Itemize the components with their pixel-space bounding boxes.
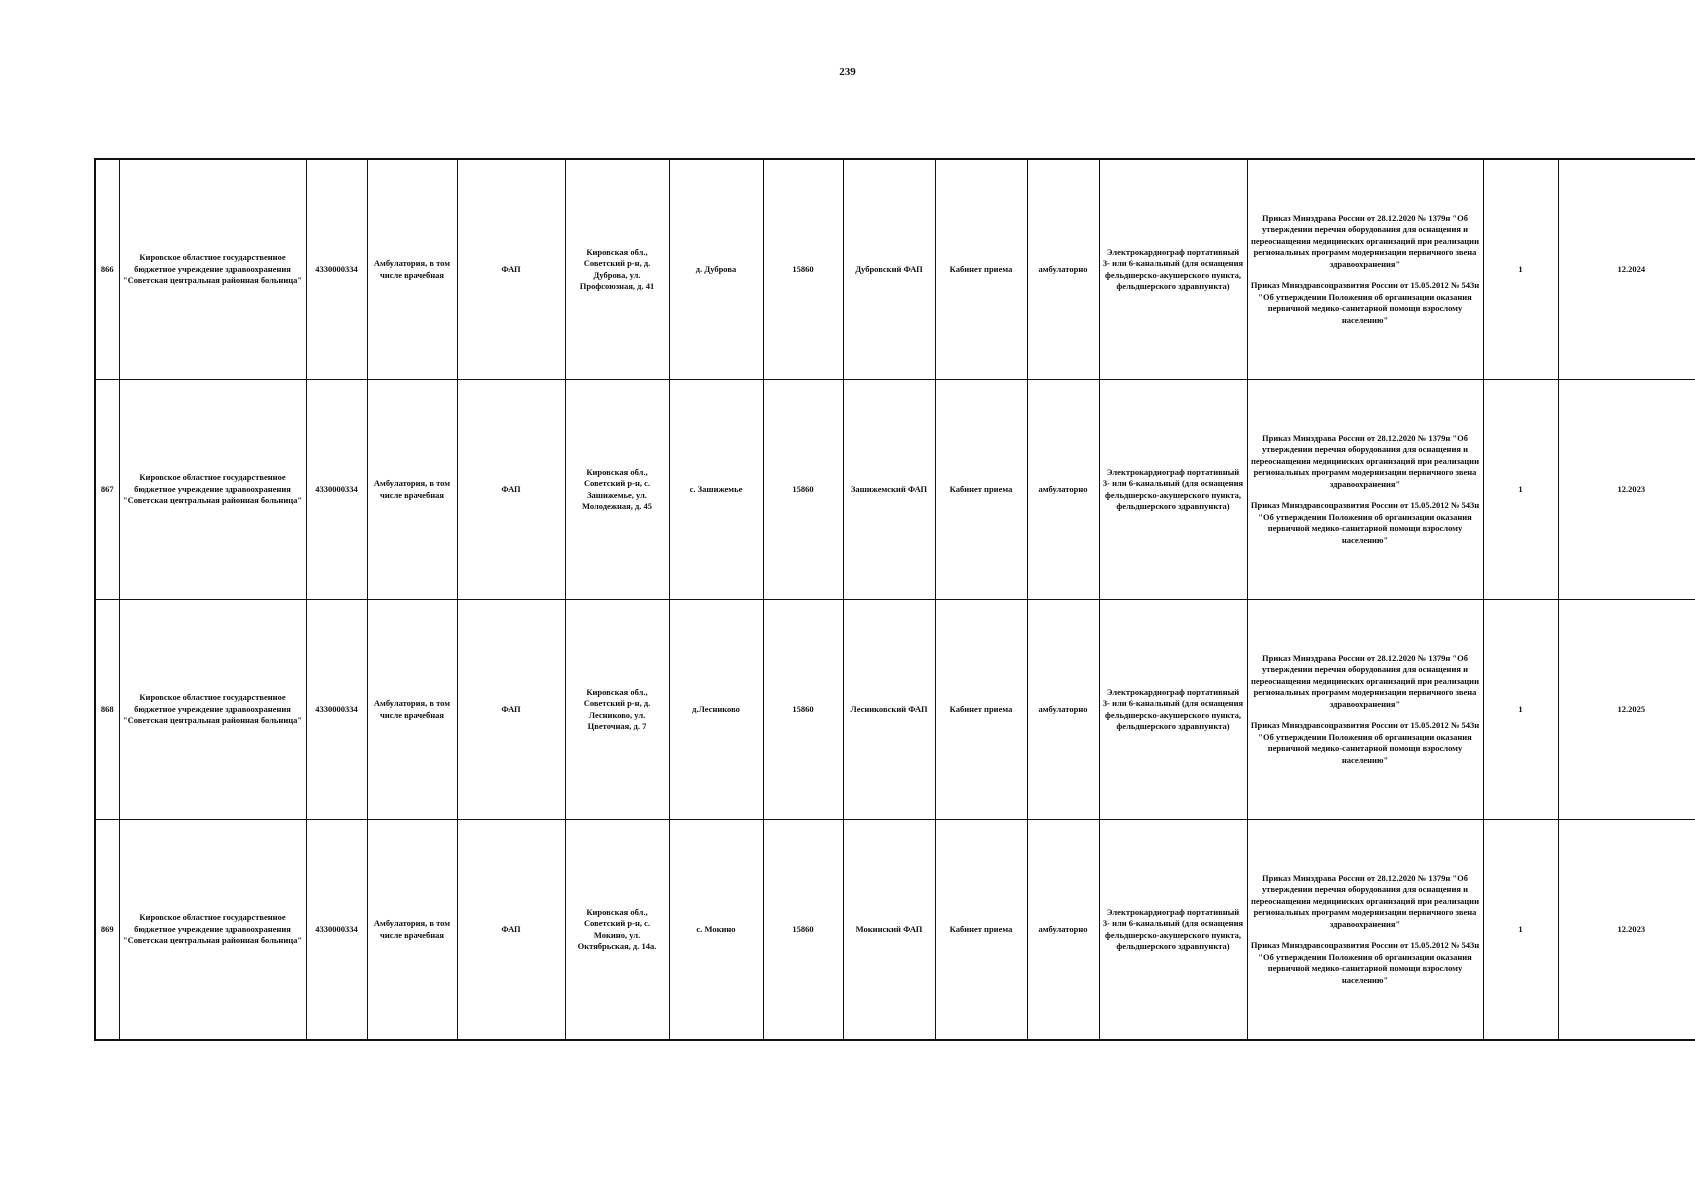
- inn: 4330000334: [306, 159, 367, 380]
- row-number: 868: [95, 600, 119, 820]
- unit-type: ФАП: [457, 380, 565, 600]
- legal-order-1: Приказ Минздрава России от 28.12.2020 № 1379н "Об утверждении перечня оборудования для оснащения и переоснащения медицинских организаций при реализации региональных программ модернизации первичного звена здравоохранения": [1251, 652, 1479, 709]
- address: Кировская обл., Советский р-н, д. Лесниково, ул. Цветочная, д. 7: [565, 600, 669, 820]
- care-form: амбулаторно: [1027, 600, 1099, 820]
- facility-type: Амбулатория, в том числе врачебная: [367, 600, 457, 820]
- unit-type: ФАП: [457, 600, 565, 820]
- row-number: 866: [95, 159, 119, 380]
- row-number: 867: [95, 380, 119, 600]
- inn: 4330000334: [306, 820, 367, 1041]
- unit-name: Зашижемский ФАП: [843, 380, 935, 600]
- page-number: 239: [839, 66, 856, 78]
- legal-order-1: Приказ Минздрава России от 28.12.2020 № 1379н "Об утверждении перечня оборудования для оснащения и переоснащения медицинских организаций при реализации региональных программ модернизации первичного звена здравоохранения": [1251, 432, 1479, 489]
- room: Кабинет приема: [935, 820, 1027, 1041]
- date: 12.2023: [1558, 380, 1695, 600]
- quantity: 1: [1483, 600, 1558, 820]
- equipment-registry-table: [94, 158, 1695, 1041]
- legal-basis: [1247, 380, 1483, 600]
- unit-name: Мокинский ФАП: [843, 820, 935, 1041]
- room: Кабинет приема: [935, 159, 1027, 380]
- row-number: 869: [95, 820, 119, 1041]
- equipment: Электрокардиограф портативный 3- или 6-канальный (для оснащения фельдшерско-акушерского пункта, фельдшерского здравпункта): [1099, 600, 1247, 820]
- unit-name: Дубровский ФАП: [843, 159, 935, 380]
- care-form: амбулаторно: [1027, 380, 1099, 600]
- settlement: с. Зашижемье: [669, 380, 763, 600]
- quantity: 1: [1483, 159, 1558, 380]
- legal-order-1: Приказ Минздрава России от 28.12.2020 № 1379н "Об утверждении перечня оборудования для оснащения и переоснащения медицинских организаций при реализации региональных программ модернизации первичного звена здравоохранения": [1251, 212, 1479, 269]
- unit-type: ФАП: [457, 159, 565, 380]
- organization-name: Кировское областное государственное бюджетное учреждение здравоохранения "Советская центральная районная больница": [119, 159, 306, 380]
- address: Кировская обл., Советский р-н, с. Мокино, ул. Октябрьская, д. 14а.: [565, 820, 669, 1041]
- inn: 4330000334: [306, 380, 367, 600]
- legal-basis: [1247, 159, 1483, 380]
- inn: 4330000334: [306, 600, 367, 820]
- organization-name: Кировское областное государственное бюджетное учреждение здравоохранения "Советская центральная районная больница": [119, 820, 306, 1041]
- organization-name: Кировское областное государственное бюджетное учреждение здравоохранения "Советская центральная районная больница": [119, 600, 306, 820]
- legal-order-2: Приказ Минздравсоцразвития России от 15.05.2012 № 543н "Об утверждении Положения об организации оказания первичной медико-санитарной помощи взрослому населению": [1250, 280, 1480, 325]
- room: Кабинет приема: [935, 600, 1027, 820]
- legal-basis: [1247, 820, 1483, 1041]
- unit-type: ФАП: [457, 820, 565, 1041]
- legal-order-2: Приказ Минздравсоцразвития России от 15.05.2012 № 543н "Об утверждении Положения об организации оказания первичной медико-санитарной помощи взрослому населению": [1250, 720, 1480, 765]
- room: Кабинет приема: [935, 380, 1027, 600]
- code: 15860: [763, 380, 843, 600]
- code: 15860: [763, 600, 843, 820]
- facility-type: Амбулатория, в том числе врачебная: [367, 380, 457, 600]
- equipment: Электрокардиограф портативный 3- или 6-канальный (для оснащения фельдшерско-акушерского пункта, фельдшерского здравпункта): [1099, 380, 1247, 600]
- address: Кировская обл., Советский р-н, д. Дуброва, ул. Профсоюзная, д. 41: [565, 159, 669, 380]
- facility-type: Амбулатория, в том числе врачебная: [367, 159, 457, 380]
- care-form: амбулаторно: [1027, 159, 1099, 380]
- care-form: амбулаторно: [1027, 820, 1099, 1041]
- quantity: 1: [1483, 820, 1558, 1041]
- organization-name: Кировское областное государственное бюджетное учреждение здравоохранения "Советская центральная районная больница": [119, 380, 306, 600]
- address: Кировская обл., Советский р-н, с. Зашижемье, ул. Молодежная, д. 45: [565, 380, 669, 600]
- table-row: [95, 159, 1695, 380]
- date: 12.2025: [1558, 600, 1695, 820]
- date: 12.2024: [1558, 159, 1695, 380]
- table-row: [95, 600, 1695, 820]
- code: 15860: [763, 820, 843, 1041]
- legal-basis: [1247, 600, 1483, 820]
- equipment: Электрокардиограф портативный 3- или 6-канальный (для оснащения фельдшерско-акушерского пункта, фельдшерского здравпункта): [1099, 159, 1247, 380]
- quantity: 1: [1483, 380, 1558, 600]
- table-row: [95, 380, 1695, 600]
- code: 15860: [763, 159, 843, 380]
- settlement: с. Мокино: [669, 820, 763, 1041]
- facility-type: Амбулатория, в том числе врачебная: [367, 820, 457, 1041]
- equipment: Электрокардиограф портативный 3- или 6-канальный (для оснащения фельдшерско-акушерского пункта, фельдшерского здравпункта): [1099, 820, 1247, 1041]
- legal-order-2: Приказ Минздравсоцразвития России от 15.05.2012 № 543н "Об утверждении Положения об организации оказания первичной медико-санитарной помощи взрослому населению": [1250, 500, 1480, 545]
- date: 12.2023: [1558, 820, 1695, 1041]
- settlement: д. Дуброва: [669, 159, 763, 380]
- unit-name: Лесниковский ФАП: [843, 600, 935, 820]
- settlement: д.Лесниково: [669, 600, 763, 820]
- table-row: [95, 820, 1695, 1041]
- legal-order-1: Приказ Минздрава России от 28.12.2020 № 1379н "Об утверждении перечня оборудования для оснащения и переоснащения медицинских организаций при реализации региональных программ модернизации первичного звена здравоохранения": [1251, 872, 1479, 929]
- legal-order-2: Приказ Минздравсоцразвития России от 15.05.2012 № 543н "Об утверждении Положения об организации оказания первичной медико-санитарной помощи взрослому населению": [1250, 940, 1480, 985]
